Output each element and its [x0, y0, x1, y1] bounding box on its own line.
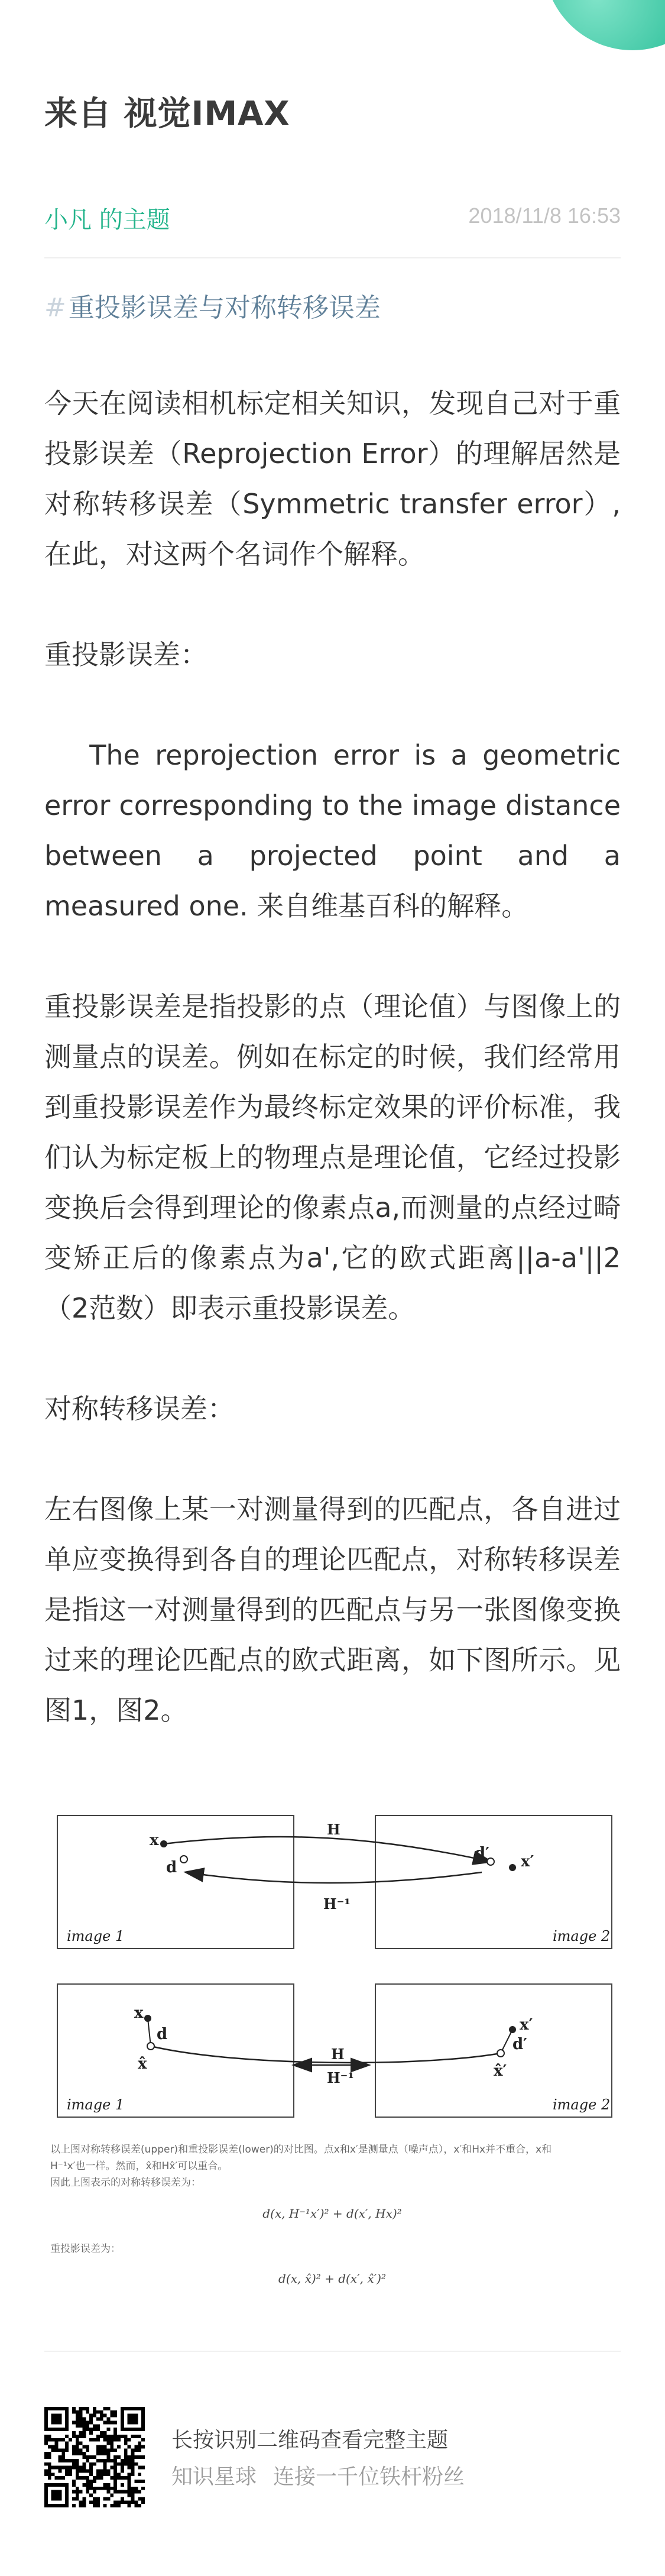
- heading-symmetric-transfer-error: 对称转移误差：: [44, 1393, 235, 1425]
- footer-brand-line: [171, 2460, 465, 2490]
- lower-Hinv-label: H⁻¹: [327, 2069, 354, 2086]
- post-date: 2018/11/8 16:53: [468, 203, 621, 228]
- topic-tag-label: 重投影误差与对称转移误差: [68, 293, 381, 323]
- qr-code-icon: [44, 2407, 145, 2507]
- qr-code[interactable]: [44, 2407, 145, 2507]
- lower-image2-label: image 2: [553, 2096, 611, 2113]
- caption-line1: 以上图对称转移误差(upper)和重投影误差(lower)的对比图。点x和x′是测量点（噪声点），x′和Hx并不重合，x和: [50, 2144, 552, 2156]
- lower-xhat-label: x̂: [138, 2055, 147, 2073]
- upper-x-label: x: [150, 1831, 159, 1849]
- lower-image1-label: image 1: [67, 2096, 125, 2113]
- lower-xhatprime-label: x̂′: [494, 2062, 507, 2080]
- topic-tag[interactable]: [44, 286, 381, 324]
- heading-reprojection-error: 重投影误差：: [44, 639, 207, 671]
- lower-dprime-label: d′: [512, 2035, 528, 2053]
- footer-brand-name: 知识星球: [171, 2465, 257, 2489]
- footer-divider: [44, 2351, 621, 2352]
- upper-dprime-label: d′: [475, 1844, 490, 1862]
- hashtag-icon: #: [44, 293, 66, 323]
- upper-Hinv-arrow: [186, 1872, 482, 1883]
- footer-brand-slogan: 连接一千位铁杆粉丝: [273, 2465, 465, 2489]
- lower-point-xhatprime: [497, 2050, 504, 2057]
- upper-H-arrow: [164, 1837, 491, 1862]
- lower-correspondence-curve: [151, 2046, 501, 2063]
- upper-xprime-label: x′: [521, 1853, 534, 1870]
- lower-xprime-label: x′: [520, 2016, 533, 2034]
- upper-point-Hinv-xprime: [180, 1856, 187, 1863]
- paragraph-symmetric-explanation: 左右图像上某一对测量得到的匹配点，各自进过单应变换得到各自的理论匹配点，对称转移误差是指这一对测量得到的匹配点与另一张图像变换过来的理论匹配点的欧式距离，如下图所示。见图1，图2。: [44, 1493, 621, 1726]
- lower-H-label: H: [331, 2046, 345, 2063]
- formula-symmetric: d(x, H⁻¹x′)² + d(x′, Hx)²: [262, 2206, 402, 2221]
- decorative-corner-circle: [544, 0, 665, 50]
- caption-line3: 因此上图表示的对称转移误差为：: [50, 2177, 201, 2189]
- lower-d-segment: [148, 2018, 151, 2046]
- paragraph-reprojection-explanation: 重投影误差是指投影的点（理论值）与图像上的测量点的误差。例如在标定的时候，我们经常用到重投影误差作为最终标定效果的评价标准，我们认为标定板上的物理点是理论值，它经过投影变换后会得到理论的像素点a,而测量的点经过畸变矫正后的像素点为a',它的欧式距离||a-a'||2（2范数）即表示重投影误差。: [44, 991, 621, 1324]
- upper-Hinv-label: H⁻¹: [323, 1895, 351, 1912]
- footer-qr-hint: 长按识别二维码查看完整主题: [171, 2428, 449, 2452]
- lower-point-xprime: [509, 2026, 516, 2033]
- paragraph-intro: 今天在阅读相机标定相关知识，发现自己对于重投影误差（Reprojection Error）的理解居然是对称转移误差（Symmetric transfer error）,在此，对这两个名词作个解释。: [44, 387, 621, 570]
- header-divider: [44, 257, 621, 258]
- lower-d-label: d: [157, 2025, 168, 2043]
- caption-line2: H⁻¹x′也一样。然而，x̂和Hx̂′可以重合。: [50, 2160, 228, 2172]
- upper-image1-label: image 1: [67, 1928, 125, 1944]
- post-meta-row: [44, 201, 621, 237]
- lower-point-x: [144, 2015, 151, 2022]
- upper-image2-label: image 2: [553, 1928, 611, 1944]
- lower-point-xhat: [147, 2043, 154, 2050]
- paragraph-wiki-definition: The reprojection error is a geometric error corresponding to the image distance between a projected point and a measured one. 来自维基百科的解释。: [44, 739, 630, 922]
- figure-diagram: [44, 1798, 621, 2312]
- group-title: 来自 视觉IMAX: [44, 95, 290, 133]
- caption-line4: 重投影误差为：: [50, 2243, 121, 2255]
- upper-point-x: [160, 1840, 167, 1847]
- formula-reprojection: d(x, x̂)² + d(x′, x̂′)²: [278, 2271, 386, 2286]
- upper-point-xprime: [509, 1864, 516, 1871]
- error-comparison-figure: [44, 1798, 621, 2312]
- lower-x-label: x: [134, 2004, 144, 2022]
- upper-d-label: d: [166, 1859, 177, 1876]
- author-link[interactable]: 小凡 的主题: [44, 206, 170, 234]
- upper-H-label: H: [327, 1821, 340, 1838]
- post-content: [44, 378, 630, 1736]
